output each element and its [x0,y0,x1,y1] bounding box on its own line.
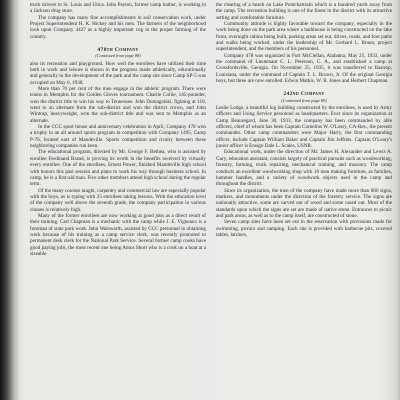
right-paragraph: the clearing of a beach on Lake Pontchartrain which is a hundred yards away from the camp. The recreation building is one of the finest in the district with its attractive setting and comfortable furniture. [216,2,392,21]
right-paragraph: Educational work, under the direction of Mr. James H. Alexander and Lewis A. Gary, education assistant, consists largely of practical pursuits such as woodworking, forestry, farming, truck repairing, mechanical training, and masonry. The camp conducts an excellent woodworking shop with 10 men making furniture, as families, hammer handles, and a variety of woodwork objects used in the camp and throughout the district. [216,149,392,188]
left-column [30,2,206,257]
left-paragraph: In the CCC sport house and anniversary celebration in April, Company 478 won a trophy in an all around sports program in competition with Company 1495, Camp P-76, located east of Mandeville. Sports competition and rivalry between these neighboring companies run keen. [30,124,206,150]
left-paragraph: More than 70 per cent of the men engage in the athletic program. There were teams in Memphis for the Golden Gloves tournament. Charlie Collie, 145-pounder, won the district title to win his way to Tennessee. John Domagolski, fighting at 118, went to an alternate from the sub-district and won the district crown, and John Wintrup, heavyweight, won the sub-district title and was sent to Memphis as an alternate. [30,86,206,124]
right-paragraph: Leslie Lodge, a beautiful log building constructed by the enrollees, is used by Army officers and Using Service personnel as headquarters. Ever since its organization at Camp Beauregard, June 30, 1933, the company has been commanded by able officers, chief of whom has been Captain Cornelius W. O'Leary, CA-Res., the present commander. Other camp commanders were Major Harry, the first commanding officer, include Captain William Baker and Captain Jim Jeffries. Captain O'Leary's junior officer is Ensign Dale L. Scales, USNR. [216,105,392,150]
right-paragraph: Seven camp sites have been set out in the reservation with provisions made for swimming, picnics and camping. Each site is provided with barbecue pits, covered tables, latrines, [216,219,392,238]
section-heading-478th-company: 478th Company [97,47,139,54]
left-paragraph: The company has many fine accomplishments in soil conservation work, under Project Superintendent H. K. Hickey and his men. The farmers of the neighborhood look upon Company 4427 as a highly important cog in the proper farming of the country. [30,14,206,40]
binding-shadow [0,0,20,400]
section-continuation-note: (Continued from page 89) [281,97,327,103]
right-paragraph: Since its organization, the men of the company have made more than 800 signs, markers, and monuments under the direction of the forestry service. The signs are nationally attractive, some are carved out of wood and some cased out. Most of the standards upon which the signs are set are made of native stone. Entrances to picnic and park areas, as well as to the camp itself, are constructed of stone. [216,187,392,219]
right-paragraph: Community attitude is highly favorable toward the company, especially in the work being done on the park area where a bathhouse is being constructed on the lake front, overnight cabins being built, parking areas set out, drives, roads, and foot paths and walks being worked, under the leadership of Mr. Gerhard L. Braun, project superintendent, and the members of his personnel. [216,21,392,53]
left-paragraph: The educational program, directed by Mr. George F. Bethea, who is assisted by enrollee Ferdinand Brand, is proving its worth in the benefits received by virtually every enrollee. One of the enrollees, Ernest Power, finished Mandeville high school with honors this past session and plans to work his way through business school. In camp, he is a first-aid man. Five other members attend high school during the regular term. [30,149,206,188]
left-paragraph: also its recreation and playground. How well the enrollees have utilized their time both in work and leisure is shown in the progress made athletically, educationally and generally in the development of the park and the camp site since Camp SP-5 was occupied on May 6, 1938. [30,60,206,86]
book-page [18,0,396,400]
right-column [216,2,392,238]
section-heading-242nd-company: 242nd Company [283,91,325,98]
section-continuation-note: (Continued from page 88) [95,53,141,59]
left-paragraph: Of the many courses taught, carpentry and commercial law are especially popular with the boys, as is typing with 25 enrollees taking lessons. With the education level of the company well above the seventh grade, the company participation in various classes is relatively high. [30,187,206,213]
left-paragraph: Many of the former enrollees are now working at good jobs as a direct result of their training. Carl Chapman is a mechanic with the camp while J. E. Vigneaux is a foreman of state park work. John Walsworth, assisted by CCC personnel in obtaining work because of his training as a camp service clerk, was recently promoted to permanent desk clerk for the National Park Service. Several former camp cooks have good paying jobs, the most recent one being Amos Short who is a cook on a boat at a sizeable [30,212,206,257]
right-paragraph: Company 478 was organized in Fort McClellan, Alabama, May 25, 1933, under the command of Lieutenant C. L. Peterson, C. A., and established a camp at Crossfordsville, Georgia. On November 25, 1935, it was transferred to Bastrop, Louisiana, under the command of Captain T. L. Brown, Jr. Of the original Georgia boys, but three are now enrolled. Edwin Mathis, W. R. Jones and Herbert Chapman. [216,52,392,85]
left-paragraph: truck drivers to St. Louis and Utica. John Peyton, former camp barber, is working in a Jackson drug store. [30,2,206,15]
